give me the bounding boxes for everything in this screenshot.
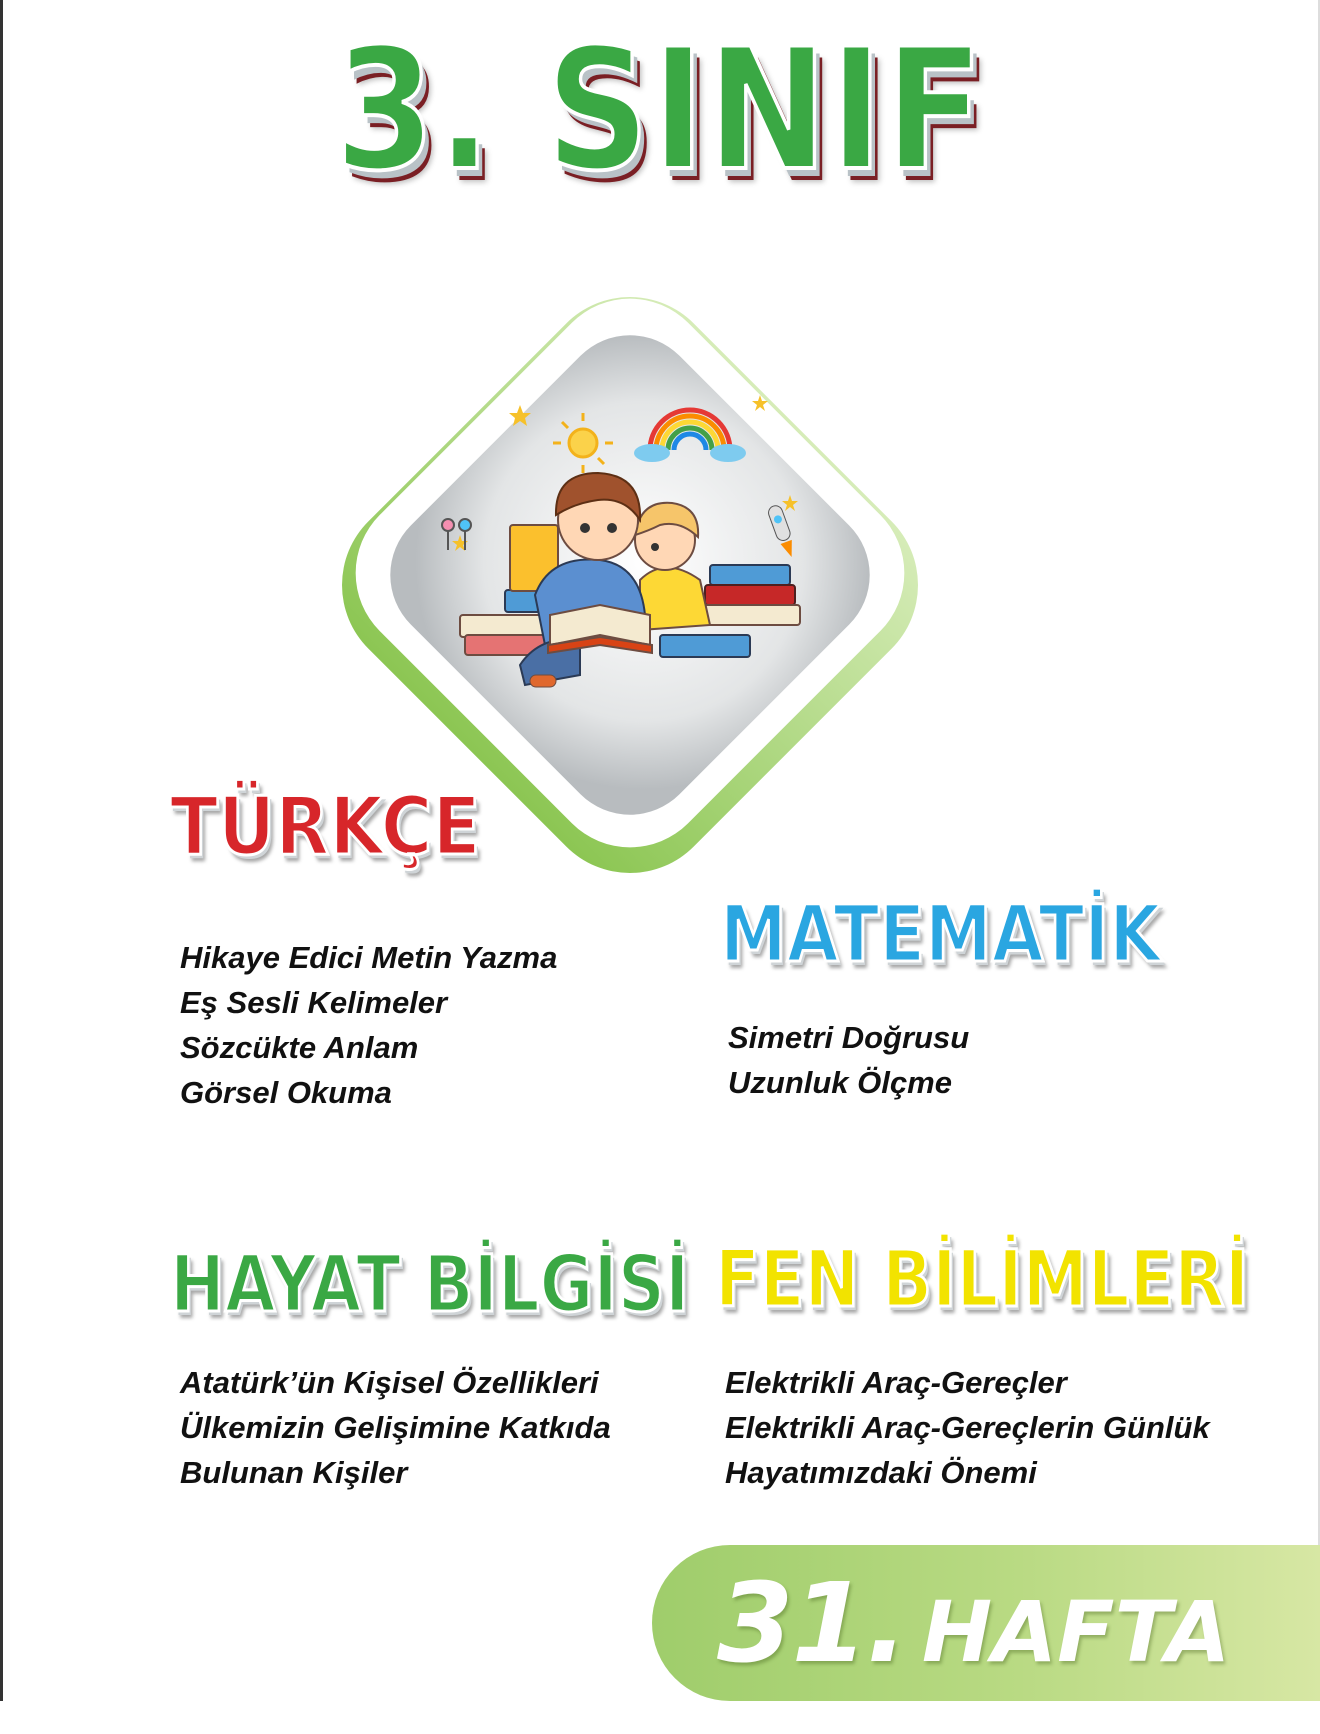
topic-item: Atatürk’ün Kişisel Özellikleri — [180, 1365, 599, 1400]
topic-item: Görsel Okuma — [180, 1075, 392, 1110]
topic-item: Bulunan Kişiler — [180, 1455, 408, 1490]
topic-list-turkce — [180, 935, 557, 1115]
topic-item: Uzunluk Ölçme — [728, 1065, 952, 1100]
topic-list-fen-bilimleri — [725, 1360, 1210, 1495]
page-left-border — [0, 0, 3, 1701]
topic-item: Eş Sesli Kelimeler — [180, 985, 448, 1020]
topic-list-hayat-bilgisi — [180, 1360, 611, 1495]
week-banner — [652, 1545, 1320, 1701]
topic-item: Ülkemizin Gelişimine Katkıda — [180, 1410, 611, 1445]
topic-list-matematik — [728, 1015, 969, 1105]
subject-title-hayat-bilgisi: HAYAT BİLGİSİ — [170, 1240, 690, 1330]
subject-title-turkce: TÜRKÇE — [170, 780, 481, 873]
week-label: HAFTA — [921, 1583, 1231, 1681]
subject-title-matematik: MATEMATİK — [720, 890, 1162, 980]
page-title: 3. SINIF — [334, 12, 986, 208]
topic-item: Elektrikli Araç-Gereçlerin Günlük — [725, 1410, 1210, 1445]
topic-item: Hikaye Edici Metin Yazma — [180, 940, 558, 975]
subject-title-fen-bilimleri: FEN BİLİMLERİ — [715, 1235, 1250, 1325]
week-text — [717, 1545, 1230, 1701]
topic-item: Sözcükte Anlam — [180, 1030, 419, 1065]
week-number: 31. — [717, 1559, 906, 1687]
topic-item: Simetri Doğrusu — [728, 1020, 970, 1055]
topic-item: Elektrikli Araç-Gereçler — [725, 1365, 1067, 1400]
topic-item: Hayatımızdaki Önemi — [725, 1455, 1037, 1490]
